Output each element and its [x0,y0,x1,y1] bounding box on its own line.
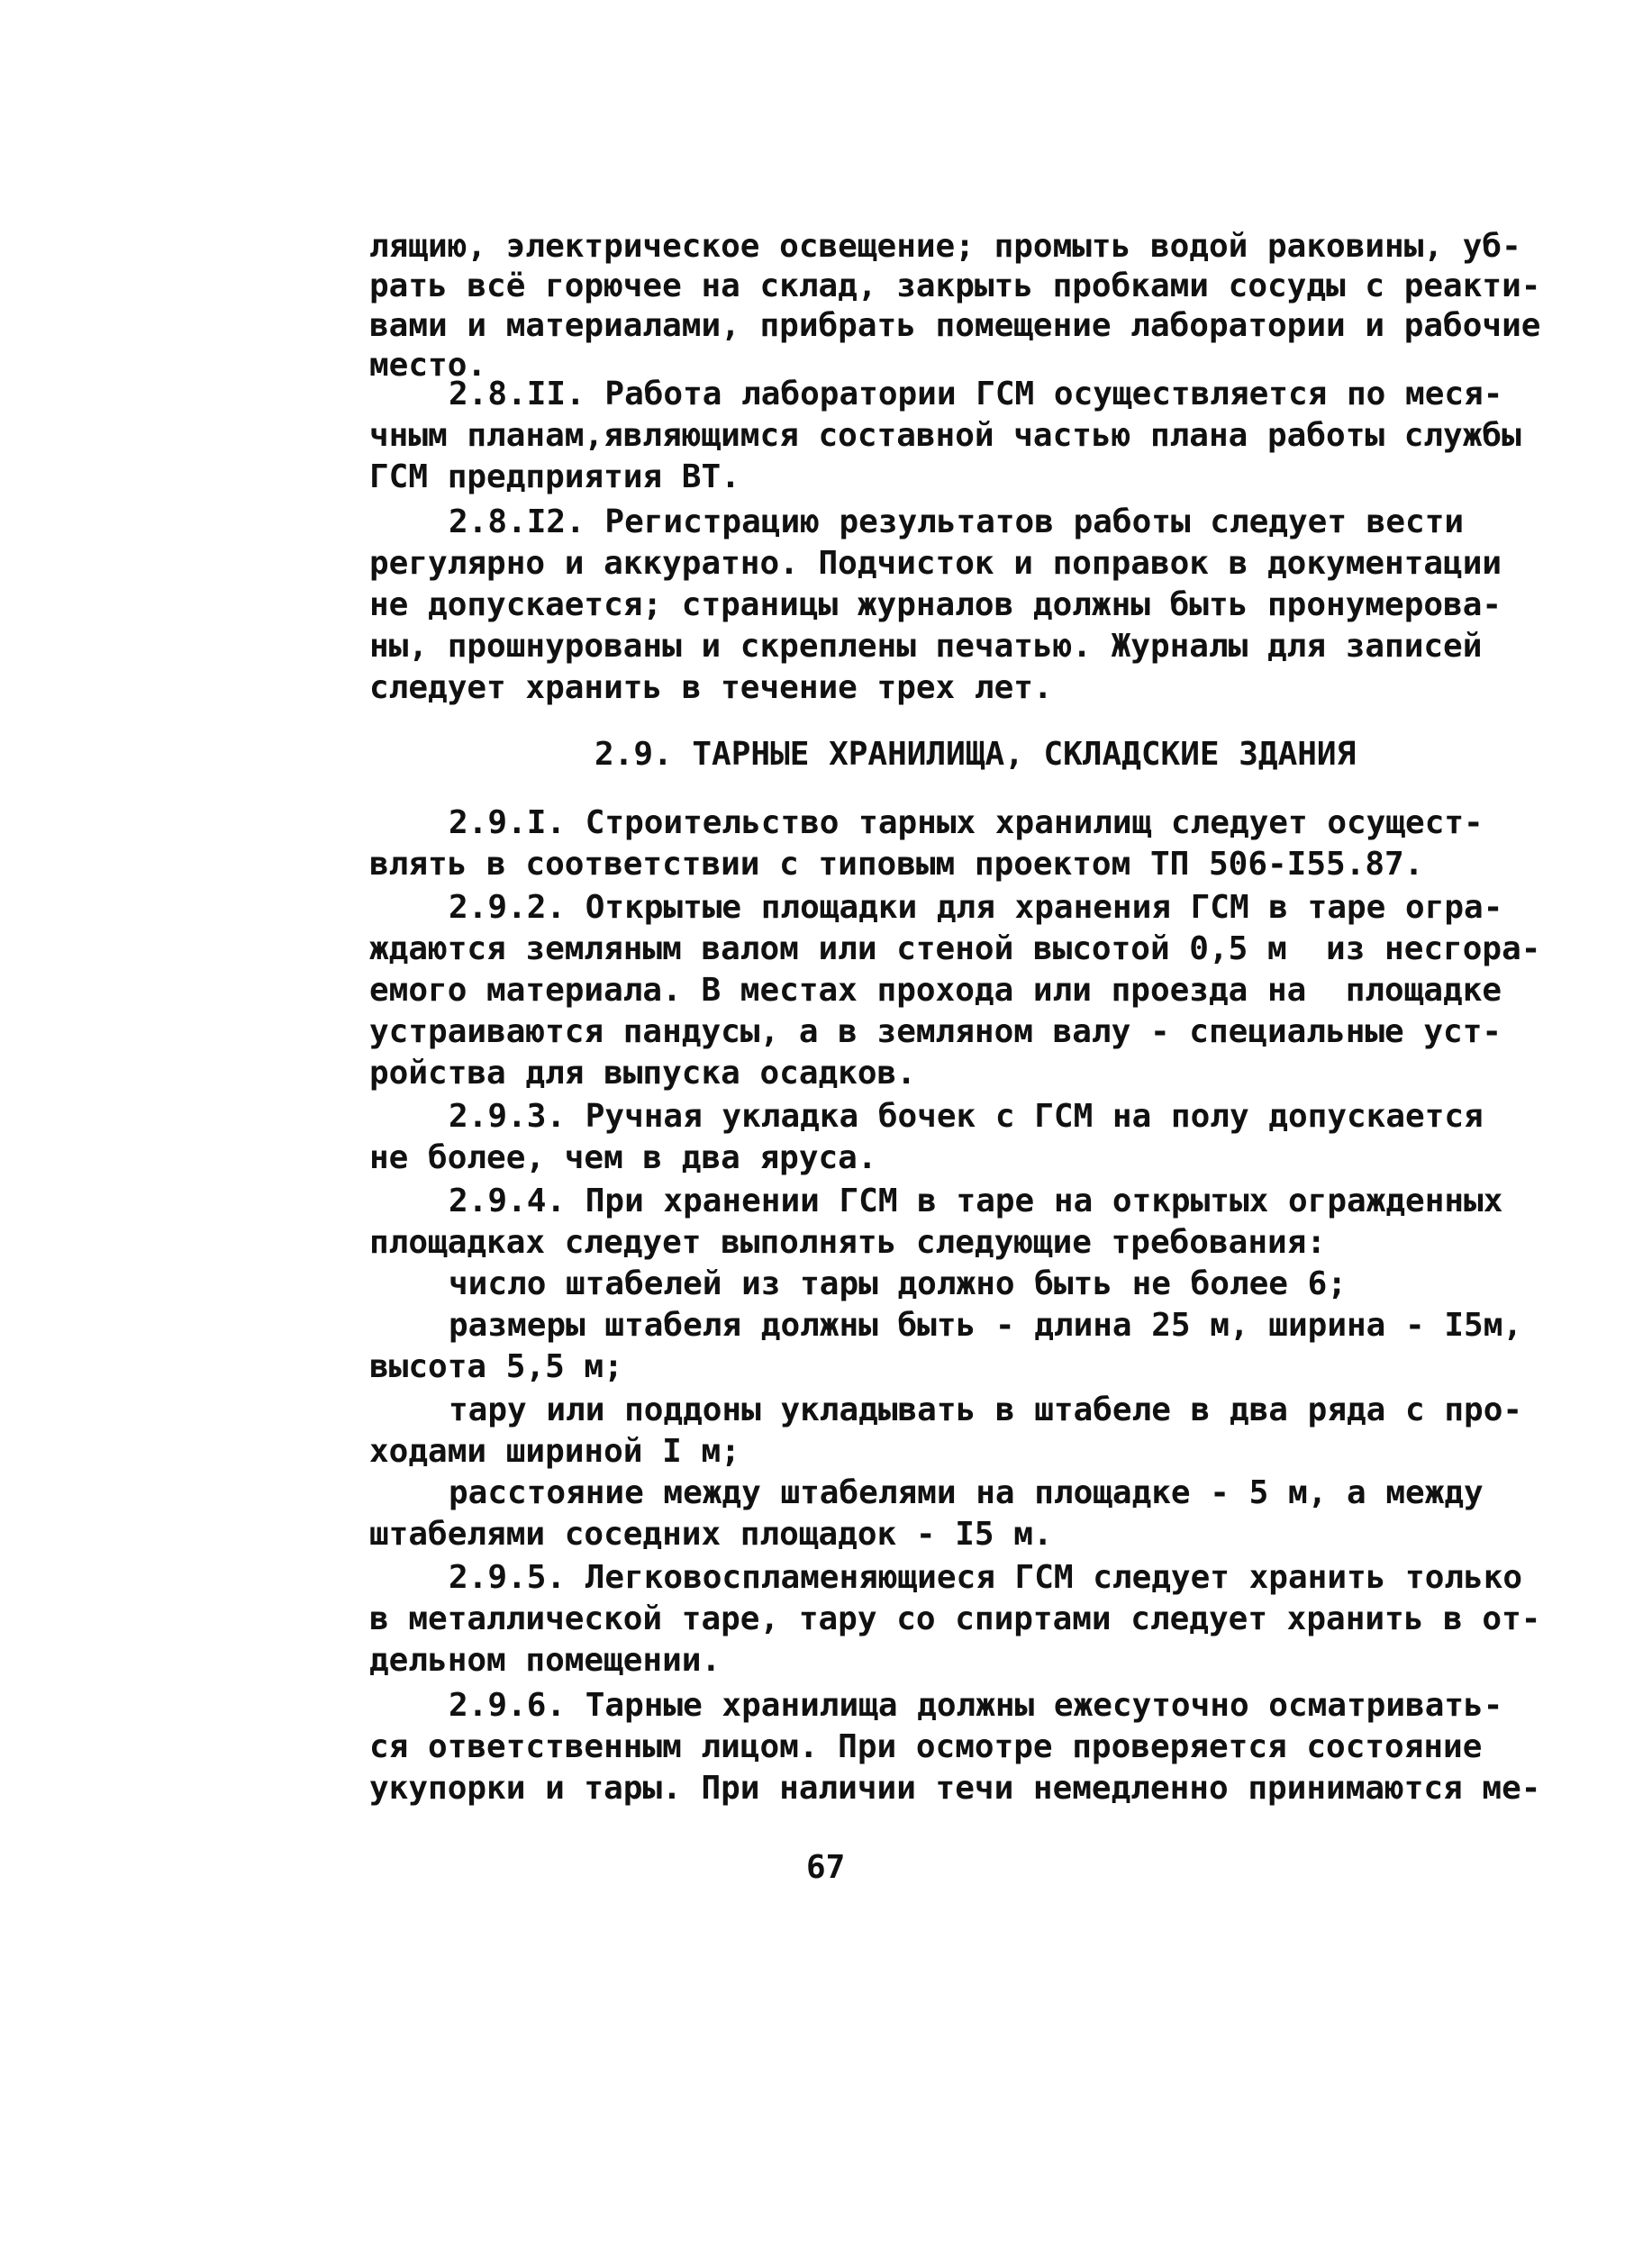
text-line: 2.9.5. Легковоспламеняющиеся ГСМ следует хранить только [449,1559,1523,1596]
text-line: ся ответственным лицом. При осмотре проверяется состояние [369,1728,1483,1765]
text-line: укупорки и тары. При наличии течи немедленно принимаются ме- [369,1770,1541,1807]
text-line: 2.9.3. Ручная укладка бочек с ГСМ на полу допускается [449,1098,1484,1135]
text-line: дельном помещении. [369,1642,722,1679]
text-line: 2.9.2. Открытые площадки для хранения ГСМ в таре огра- [449,889,1503,926]
text-line: вами и материалами, прибрать помещение лаборатории и рабочие [369,307,1541,344]
text-line: 2.9.4. При хранении ГСМ в таре на открытых огражденных [449,1183,1503,1219]
text-line: емого материала. В местах прохода или проезда на площадке [369,972,1502,1009]
text-line: 2.9.I. Строительство тарных хранилищ следует осущест- [449,804,1484,841]
text-line: площадках следует выполнять следующие требования: [369,1224,1327,1261]
text-line: лящию, электрическое освещение; промыть водой раковины, уб- [369,228,1521,265]
text-line: 2.9.6. Тарные хранилища должны ежесуточно осматривать- [449,1687,1503,1724]
text-line: 2.8.I2. Регистрацию результатов работы следует вести [449,503,1465,540]
text-line: устраиваются пандусы, а в земляном валу - специальные уст- [369,1013,1502,1050]
text-line: не допускается; страницы журналов должны быть пронумерова- [369,586,1502,623]
text-line: в металлической таре, тару со спиртами следует хранить в от- [369,1600,1541,1637]
text-line: рать всё горючее на склад, закрыть пробками сосуды с реакти- [369,267,1541,304]
text-line: влять в соответствии с типовым проектом ТП 506-I55.87. [369,846,1424,883]
section-heading: 2.9. ТАРНЫЕ ХРАНИЛИЩА, СКЛАДСКИЕ ЗДАНИЯ [595,736,1357,773]
text-line: следует хранить в течение трех лет. [369,669,1053,706]
text-line: ходами шириной I м; [369,1433,740,1470]
text-line: высота 5,5 м; [369,1348,623,1385]
text-line: ны, прошнурованы и скреплены печатью. Журналы для записей [369,628,1483,665]
text-line: чным планам,являющимся составной частью плана работы службы [369,417,1521,454]
text-line: число штабелей из тары должно быть не более 6; [449,1265,1347,1302]
text-line: ройства для выпуска осадков. [369,1055,916,1092]
text-line: расстояние между штабелями на площадке - 5 м, а между [449,1474,1484,1511]
text-line: регулярно и аккуратно. Подчисток и поправок в документации [369,545,1502,582]
text-line: штабелями соседних площадок - I5 м. [369,1516,1053,1553]
text-line: ждаются земляным валом или стеной высотой 0,5 м из несгора- [369,930,1541,967]
text-line: ГСМ предприятия ВТ. [369,458,740,495]
text-line: размеры штабеля должны быть - длина 25 м, ширина - I5м, [449,1307,1523,1344]
text-line: место. [369,347,487,384]
text-line: 2.8.II. Работа лаборатории ГСМ осуществляется по меся- [449,376,1503,412]
text-line: тару или поддоны укладывать в штабеле в два ряда с про- [449,1391,1523,1428]
text-line: не более, чем в два яруса. [369,1139,877,1176]
page-number: 67 [806,1849,846,1886]
